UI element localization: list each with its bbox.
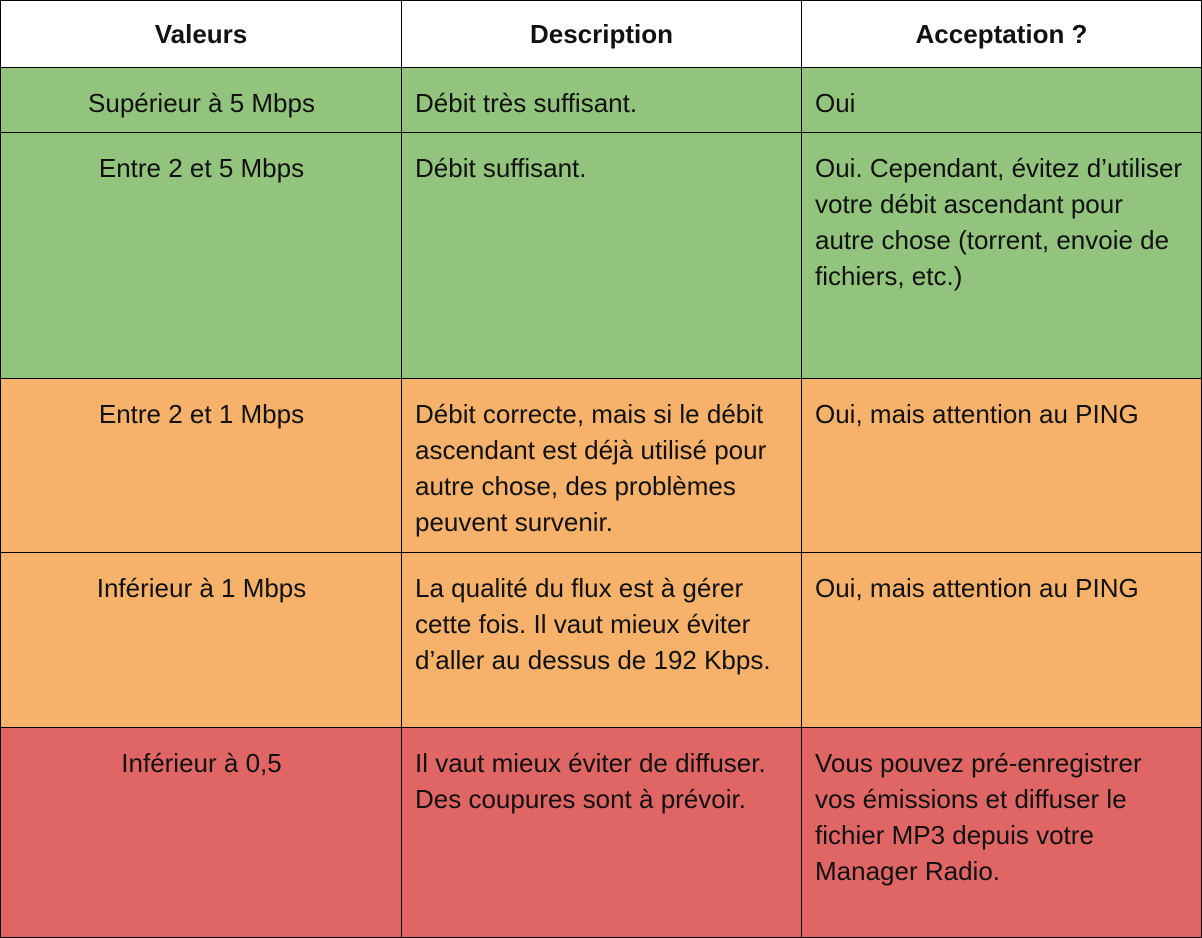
description-cell: Il vaut mieux éviter de diffuser. Des coupures sont à prévoir.	[402, 728, 802, 938]
acceptation-cell: Vous pouvez pré-enregistrer vos émissions et diffuser le fichier MP3 depuis votre Manager Radio.	[802, 728, 1202, 938]
header-row	[1, 1, 1202, 68]
header-valeurs: Valeurs	[1, 1, 402, 68]
table-row	[1, 68, 1202, 133]
value-cell: Entre 2 et 1 Mbps	[1, 379, 402, 553]
header-description: Description	[402, 1, 802, 68]
table-row	[1, 553, 1202, 728]
table-row	[1, 379, 1202, 553]
table-row	[1, 728, 1202, 938]
description-cell: Débit correcte, mais si le débit ascendant est déjà utilisé pour autre chose, des problèmes peuvent survenir.	[402, 379, 802, 553]
description-cell: Débit suffisant.	[402, 133, 802, 379]
description-cell: Débit très suffisant.	[402, 68, 802, 133]
acceptation-cell: Oui, mais attention au PING	[802, 553, 1202, 728]
acceptation-cell: Oui	[802, 68, 1202, 133]
acceptation-cell: Oui, mais attention au PING	[802, 379, 1202, 553]
acceptation-cell: Oui. Cependant, évitez d’utiliser votre débit ascendant pour autre chose (torrent, envoie de fichiers, etc.)	[802, 133, 1202, 379]
header-acceptation: Acceptation ?	[802, 1, 1202, 68]
description-cell: La qualité du flux est à gérer cette fois. Il vaut mieux éviter d’aller au dessus de 192 Kbps.	[402, 553, 802, 728]
value-cell: Supérieur à 5 Mbps	[1, 68, 402, 133]
value-cell: Entre 2 et 5 Mbps	[1, 133, 402, 379]
value-cell: Inférieur à 1 Mbps	[1, 553, 402, 728]
table-row	[1, 133, 1202, 379]
value-cell: Inférieur à 0,5	[1, 728, 402, 938]
